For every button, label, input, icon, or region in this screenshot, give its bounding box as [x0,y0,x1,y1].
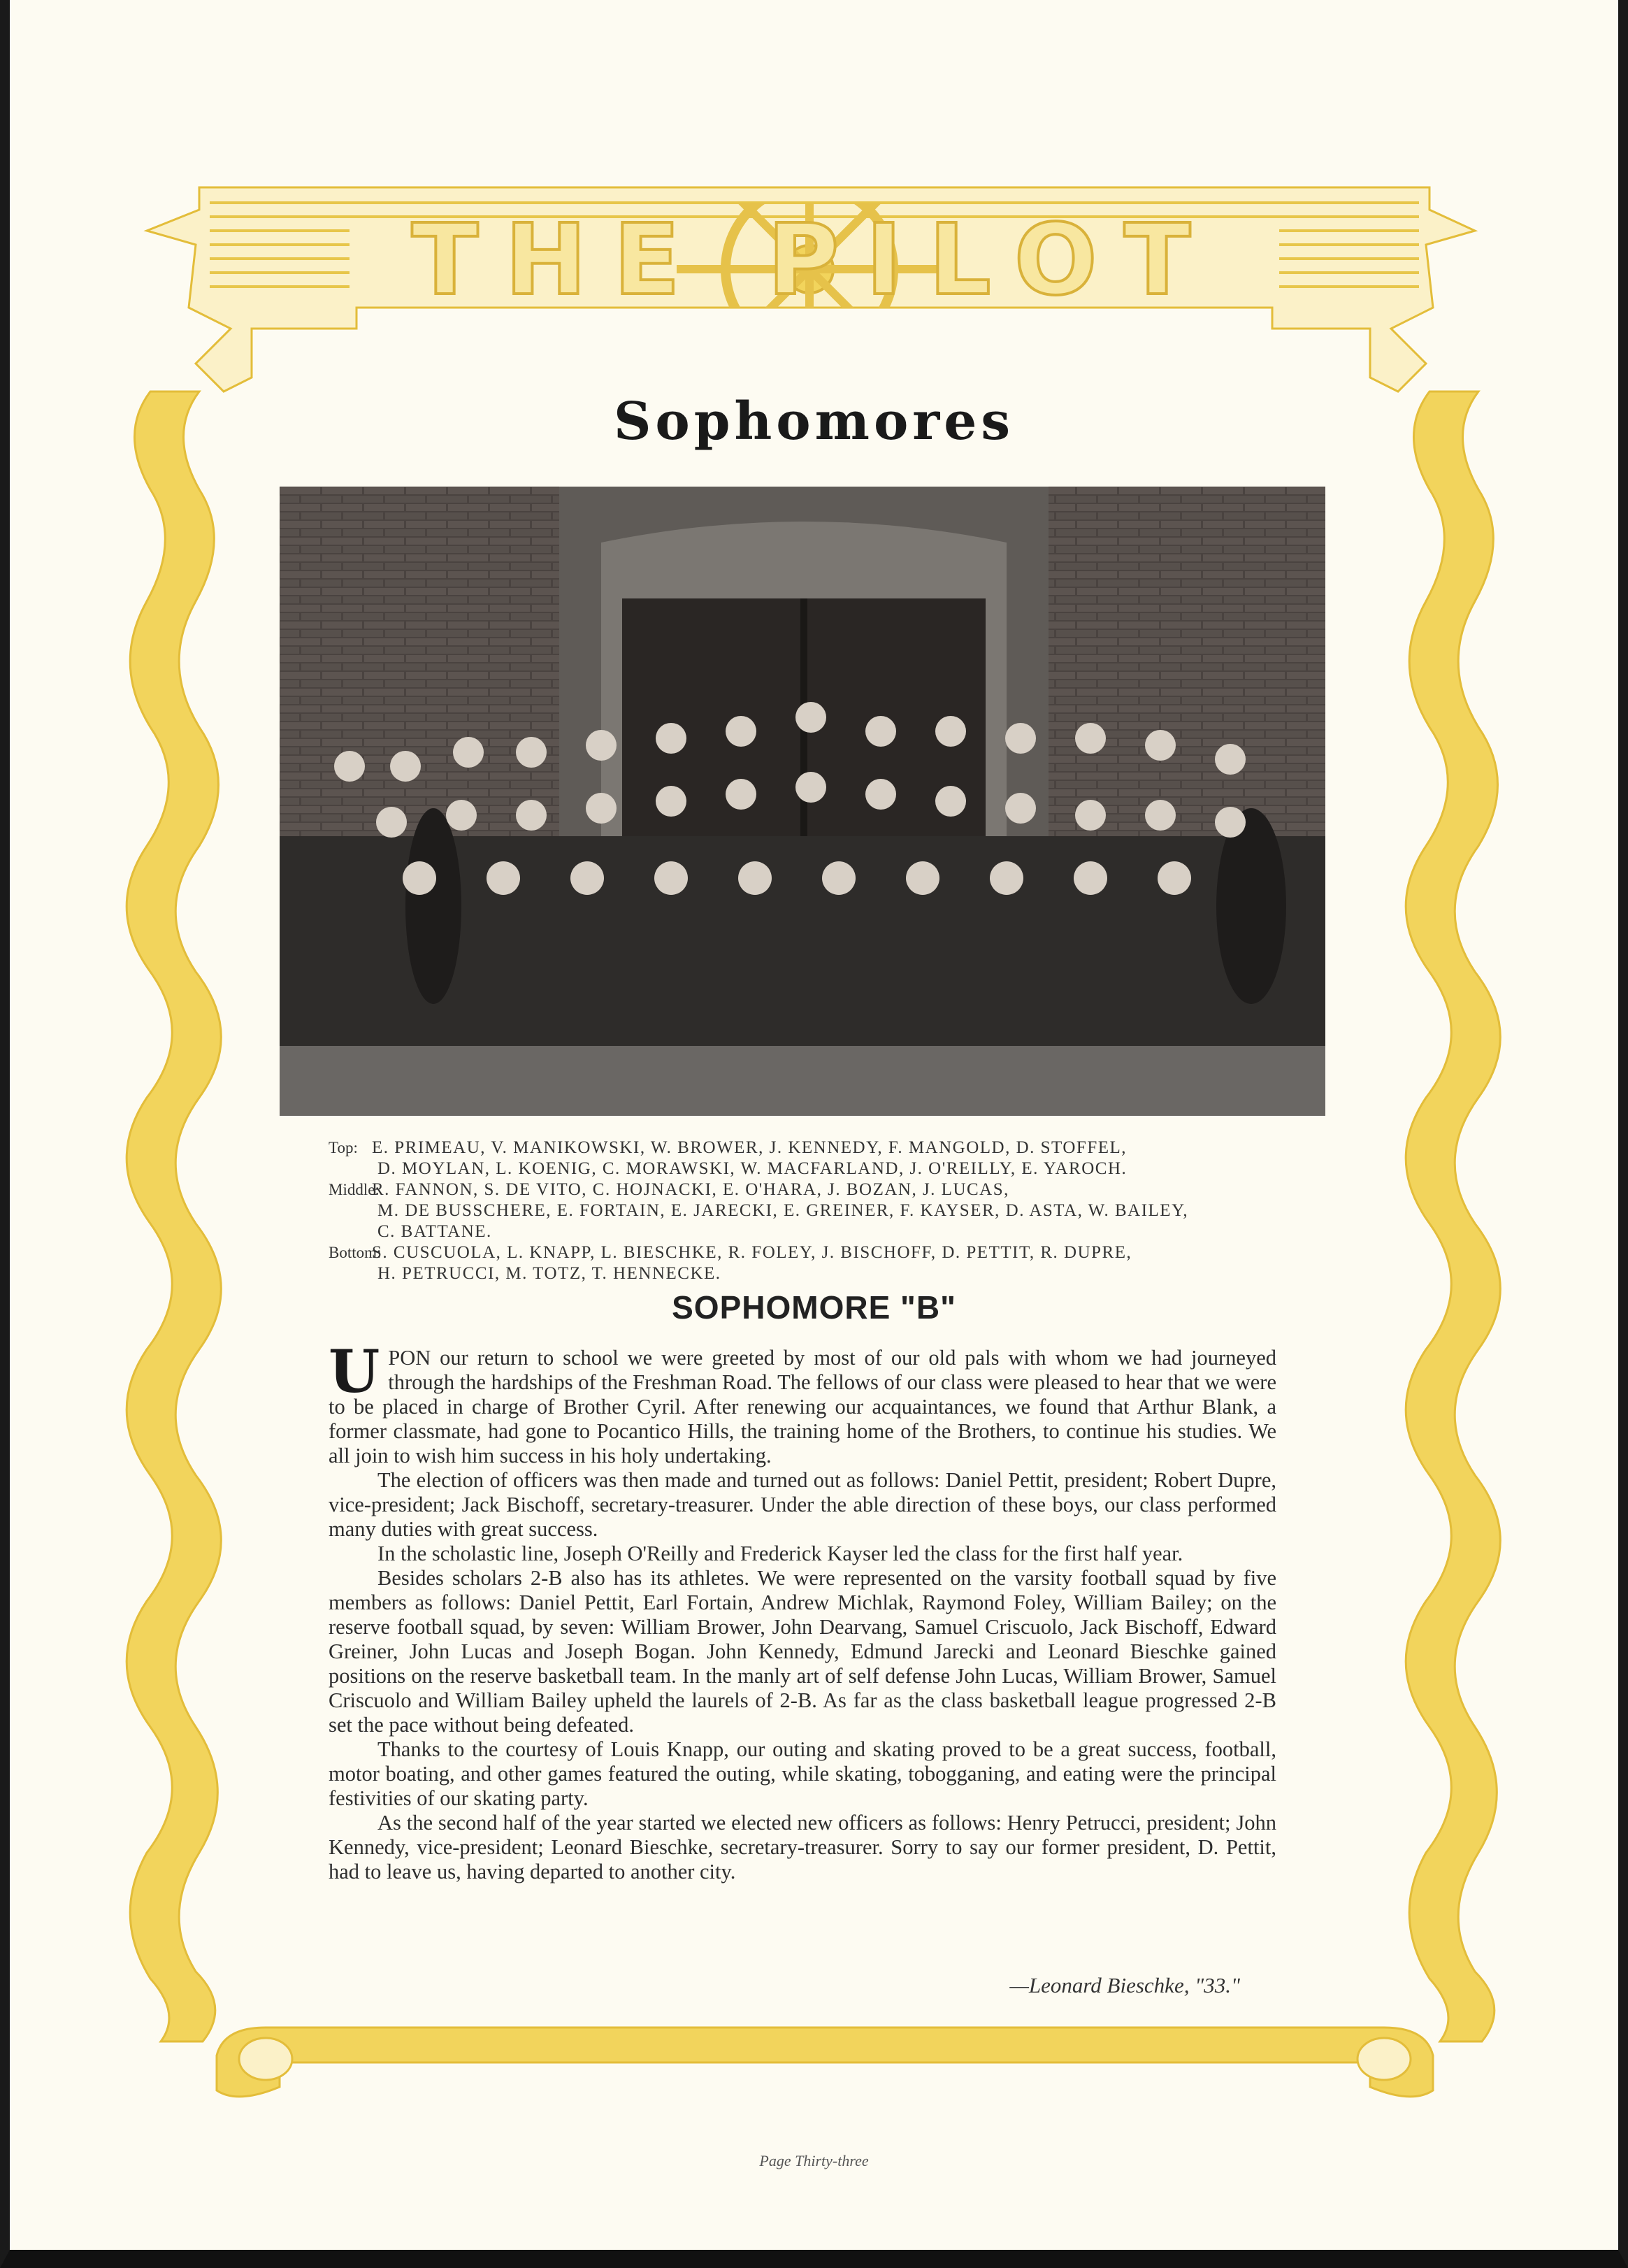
paragraph-4: Besides scholars 2-B also has its athletes. We were represented on the varsity football squad by five members as follows: Daniel Pettit, Earl Fortain, Andrew Michlak, Raymond Foley, William Bailey; on the reserve football squad, by seven: William Brower, John Dearvang, Samuel Criscuolo, Jack Bischoff, Edward Greiner, John Lucas and Joseph Bogan. John Kennedy, Edmund Jarecki and Leonard Bieschke gained positions on the reserve basketball team. In the manly art of self defense John Lucas, William Brower, Samuel Criscuolo and William Bailey upheld the laurels of 2-B. As far as the class basketball league progressed 2-B set the pace without being defeated. [329,1566,1276,1737]
article-body [329,1337,1277,1884]
caption-names-middle-2: M. DE BUSSCHERE, E. FORTAIN, E. JARECKI, E. GREINER, F. KAYSER, D. ASTA, W. BAILEY, [377,1201,1189,1220]
caption-names-bottom-2: H. PETRUCCI, M. TOTZ, T. HENNECKE. [377,1264,721,1283]
class-photo [280,487,1325,1116]
masthead-title: THE PILOT [411,203,1218,308]
caption-label-bottom: Bottom: [329,1244,382,1261]
paragraph-3: In the scholastic line, Joseph O'Reilly and Frederick Kayser led the class for the first half year. [377,1542,1183,1565]
caption-names-top-2: D. MOYLAN, L. KOENIG, C. MORAWSKI, W. MACFARLAND, J. O'REILLY, E. YAROCH. [377,1159,1128,1178]
masthead [356,203,1272,308]
section-title: Sophomores [613,392,1015,452]
caption-bottom [329,1242,1293,1263]
paragraph-6: As the second half of the year started we elected new officers as follows: Henry Petrucci, president; John Kennedy, vice-president; Leonard Bieschke, secretary-treasurer. Sorry to say our former president, D. Pettit, had to leave us, having departed to another city. [329,1811,1276,1883]
caption-top [329,1137,1293,1158]
caption-label-middle: Middle: [329,1181,380,1198]
article-signature: —Leonard Bieschke, "33." [1009,1973,1240,1997]
caption-middle [329,1179,1293,1200]
caption-names-top-1: E. PRIMEAU, V. MANIKOWSKI, W. BROWER, J. KENNEDY, F. MANGOLD, D. STOFFEL, [372,1138,1128,1157]
paragraph-5: Thanks to the courtesy of Louis Knapp, our outing and skating proved to be a great success, football, motor boating, and other games featured the outing, while skating, tobogganing, and eating were the principal festivities of our skating party. [329,1737,1276,1810]
article-title: SOPHOMORE "B" [672,1289,956,1326]
drop-cap: U [329,1337,380,1406]
paragraph-1 [329,1337,1277,1468]
page-number: Page Thirty-three [759,2152,869,2169]
caption-names-bottom-1: S. CUSCUOLA, L. KNAPP, L. BIESCHKE, R. FOLEY, J. BISCHOFF, D. PETTIT, R. DUPRE, [372,1243,1132,1262]
photo-caption [329,1137,1293,1284]
caption-names-middle-3: C. BATTANE. [377,1222,492,1241]
caption-label-top: Top: [329,1139,358,1156]
paragraph-1-text: PON our return to school we were greeted by most of our old pals with whom we had journeyed through the hardships of the Freshman Road. The fellows of our class were pleased to hear that we were to be placed in charge of Brother Cyril. After renewing our acquaintances, we found that Arthur Blank, a former classmate, had gone to Pocantico Hills, the training home of the Brothers, to continue his studies. We all join to wish him success in his holy undertaking. [329,1346,1277,1467]
paragraph-2: The election of officers was then made and turned out as follows: Daniel Pettit, president; Robert Dupre, vice-president; Jack Bischoff, secretary-treasurer. Under the able direction of these boys, our class performed many duties with great success. [329,1468,1276,1541]
caption-names-middle-1: R. FANNON, S. DE VITO, C. HOJNACKI, E. O'HARA, J. BOZAN, J. LUCAS, [372,1180,1009,1199]
masthead-art [356,203,1272,308]
